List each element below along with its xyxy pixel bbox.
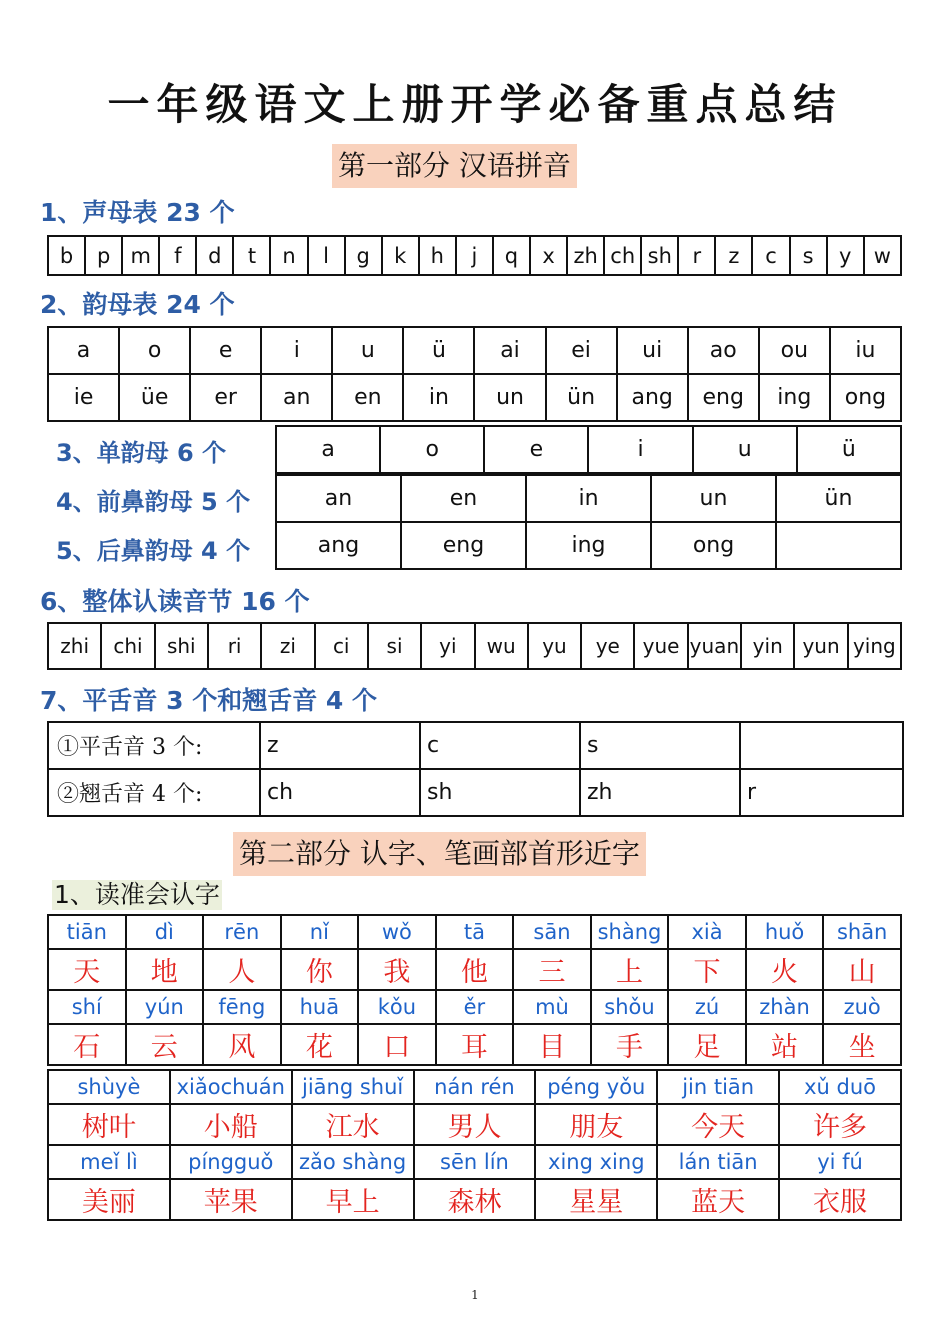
final-cell: ai (474, 327, 545, 374)
pinyin-cell: jin tiān (657, 1070, 779, 1104)
hanzi-cell: 云 (126, 1024, 204, 1065)
hanzi-cell: 江水 (292, 1104, 414, 1145)
pinyin-cell: tā (436, 915, 514, 949)
pinyin-cell: xiǎochuán (170, 1070, 292, 1104)
initial-cell: n (270, 236, 307, 275)
initial-cell: z (715, 236, 752, 275)
syllable-cell: yuan (688, 623, 741, 669)
flat-tongue-cell: s (580, 722, 740, 769)
section4-label: 4、前鼻韵母 5 个 (56, 488, 251, 516)
tongue-table (47, 721, 904, 817)
pinyin-cell: shān (823, 915, 901, 949)
hanzi-cell: 站 (746, 1024, 824, 1065)
initial-cell: l (308, 236, 345, 275)
pinyin-cell: fēng (203, 990, 281, 1024)
hanzi-cell: 三 (513, 949, 591, 990)
retroflex-cell: zh (580, 769, 740, 816)
hanzi-cell: 火 (746, 949, 824, 990)
hanzi-cell: 花 (281, 1024, 359, 1065)
section2-label: 2、韵母表 24 个 (40, 290, 235, 319)
single-final-cell: u (693, 426, 797, 473)
final-cell: eng (688, 374, 759, 421)
hanzi-cell: 早上 (292, 1179, 414, 1220)
hanzi-cell: 蓝天 (657, 1179, 779, 1220)
hanzi-cell: 许多 (779, 1104, 901, 1145)
hanzi-cell: 树叶 (48, 1104, 170, 1145)
initial-cell: g (345, 236, 382, 275)
retroflex-label: ②翘舌音 4 个: (48, 769, 260, 816)
hanzi-cell: 苹果 (170, 1179, 292, 1220)
final-cell: en (332, 374, 403, 421)
flat-tongue-cell: z (260, 722, 420, 769)
front-nasal-cell: ün (776, 475, 901, 522)
pinyin-cell: xing xing (535, 1145, 657, 1179)
hanzi-cell: 山 (823, 949, 901, 990)
initial-cell: b (48, 236, 85, 275)
nasal-finals-table (275, 474, 902, 570)
initial-cell: ch (604, 236, 641, 275)
part1-heading: 第一部分 汉语拼音 (332, 144, 577, 188)
pinyin-cell: xǔ duō (779, 1070, 901, 1104)
syllable-cell: yi (421, 623, 474, 669)
hanzi-cell: 森林 (414, 1179, 536, 1220)
hanzi-cell: 男人 (414, 1104, 536, 1145)
page-number: 1 (471, 1288, 479, 1302)
initial-cell: x (530, 236, 567, 275)
part2-heading: 第二部分 认字、笔画部首形近字 (233, 832, 646, 876)
single-final-cell: ü (797, 426, 901, 473)
syllable-cell: wu (475, 623, 528, 669)
initial-cell: s (790, 236, 827, 275)
front-nasal-cell: en (401, 475, 526, 522)
syllable-cell: ri (208, 623, 261, 669)
flat-tongue-cell (740, 722, 903, 769)
initials-table (47, 235, 902, 276)
final-cell: u (332, 327, 403, 374)
pinyin-cell: huā (281, 990, 359, 1024)
syllable-cell: yue (634, 623, 687, 669)
final-cell: ü (403, 327, 474, 374)
pinyin-cell: xià (668, 915, 746, 949)
final-cell: a (48, 327, 119, 374)
hanzi-cell: 你 (281, 949, 359, 990)
final-cell: iu (830, 327, 901, 374)
hanzi-cell: 手 (591, 1024, 669, 1065)
initial-cell: k (382, 236, 419, 275)
hanzi-cell: 美丽 (48, 1179, 170, 1220)
pinyin-cell: zuò (823, 990, 901, 1024)
pinyin-cell: rēn (203, 915, 281, 949)
pinyin-cell: tiān (48, 915, 126, 949)
syllable-cell: ci (315, 623, 368, 669)
final-cell: ao (688, 327, 759, 374)
pinyin-cell: yi fú (779, 1145, 901, 1179)
pinyin-cell: píngguǒ (170, 1145, 292, 1179)
characters-table-2 (47, 1069, 902, 1221)
back-nasal-cell: ang (276, 522, 401, 569)
final-cell: in (403, 374, 474, 421)
final-cell: un (474, 374, 545, 421)
syllable-cell: yu (528, 623, 581, 669)
retroflex-cell: ch (260, 769, 420, 816)
pinyin-cell: nán rén (414, 1070, 536, 1104)
pinyin-cell: huǒ (746, 915, 824, 949)
retroflex-cell: r (740, 769, 903, 816)
initial-cell: w (864, 236, 901, 275)
single-finals-table (275, 425, 902, 474)
final-cell: i (261, 327, 332, 374)
hanzi-cell: 人 (203, 949, 281, 990)
characters-table-1 (47, 914, 902, 1066)
back-nasal-cell: eng (401, 522, 526, 569)
pinyin-cell: sān (513, 915, 591, 949)
front-nasal-cell: in (526, 475, 651, 522)
hanzi-cell: 地 (126, 949, 204, 990)
hanzi-cell: 目 (513, 1024, 591, 1065)
initial-cell: c (752, 236, 789, 275)
pinyin-cell: dì (126, 915, 204, 949)
back-nasal-cell (776, 522, 901, 569)
pinyin-cell: lán tiān (657, 1145, 779, 1179)
syllable-cell: yun (794, 623, 847, 669)
pinyin-cell: wǒ (358, 915, 436, 949)
pinyin-cell: meǐ lì (48, 1145, 170, 1179)
hanzi-cell: 风 (203, 1024, 281, 1065)
single-final-cell: i (588, 426, 692, 473)
initial-cell: p (85, 236, 122, 275)
pinyin-cell: shàng (591, 915, 669, 949)
syllable-cell: chi (101, 623, 154, 669)
flat-tongue-cell: c (420, 722, 580, 769)
final-cell: e (190, 327, 261, 374)
front-nasal-cell: un (651, 475, 776, 522)
initial-cell: sh (641, 236, 678, 275)
hanzi-cell: 星星 (535, 1179, 657, 1220)
pinyin-cell: nǐ (281, 915, 359, 949)
back-nasal-cell: ong (651, 522, 776, 569)
single-final-cell: o (380, 426, 484, 473)
section1-label: 1、声母表 23 个 (40, 198, 235, 227)
syllable-cell: yin (741, 623, 794, 669)
syllable-cell: zhi (48, 623, 101, 669)
final-cell: ui (617, 327, 688, 374)
single-final-cell: a (276, 426, 380, 473)
final-cell: ing (759, 374, 830, 421)
front-nasal-cell: an (276, 475, 401, 522)
final-cell: ei (546, 327, 617, 374)
final-cell: üe (119, 374, 190, 421)
hanzi-cell: 口 (358, 1024, 436, 1065)
pinyin-cell: zhàn (746, 990, 824, 1024)
initial-cell: t (233, 236, 270, 275)
initial-cell: r (678, 236, 715, 275)
pinyin-cell: shí (48, 990, 126, 1024)
back-nasal-cell: ing (526, 522, 651, 569)
pinyin-cell: sēn lín (414, 1145, 536, 1179)
pinyin-cell: jiāng shuǐ (292, 1070, 414, 1104)
section3-label: 3、单韵母 6 个 (56, 439, 227, 467)
syllable-cell: shi (155, 623, 208, 669)
section6-label: 6、整体认读音节 16 个 (40, 587, 310, 616)
hanzi-cell: 他 (436, 949, 514, 990)
hanzi-cell: 天 (48, 949, 126, 990)
syllable-cell: si (368, 623, 421, 669)
hanzi-cell: 足 (668, 1024, 746, 1065)
pinyin-cell: shùyè (48, 1070, 170, 1104)
hanzi-cell: 今天 (657, 1104, 779, 1145)
initial-cell: zh (567, 236, 604, 275)
pinyin-cell: shǒu (591, 990, 669, 1024)
hanzi-cell: 坐 (823, 1024, 901, 1065)
hanzi-cell: 上 (591, 949, 669, 990)
single-final-cell: e (484, 426, 588, 473)
initial-cell: y (827, 236, 864, 275)
pinyin-cell: zǎo shàng (292, 1145, 414, 1179)
initial-cell: h (419, 236, 456, 275)
hanzi-cell: 下 (668, 949, 746, 990)
final-cell: ang (617, 374, 688, 421)
pinyin-cell: ěr (436, 990, 514, 1024)
final-cell: er (190, 374, 261, 421)
finals-table (47, 326, 902, 422)
pinyin-cell: péng yǒu (535, 1070, 657, 1104)
section5-label: 5、后鼻韵母 4 个 (56, 537, 251, 565)
syllable-cell: ying (848, 623, 901, 669)
initial-cell: d (196, 236, 233, 275)
syllable-cell: zi (261, 623, 314, 669)
hanzi-cell: 石 (48, 1024, 126, 1065)
initial-cell: m (122, 236, 159, 275)
pinyin-cell: zú (668, 990, 746, 1024)
final-cell: ong (830, 374, 901, 421)
initial-cell: j (456, 236, 493, 275)
pinyin-cell: kǒu (358, 990, 436, 1024)
initial-cell: q (493, 236, 530, 275)
pinyin-cell: mù (513, 990, 591, 1024)
final-cell: o (119, 327, 190, 374)
syllables-table (47, 622, 902, 670)
final-cell: ün (546, 374, 617, 421)
hanzi-cell: 朋友 (535, 1104, 657, 1145)
hanzi-cell: 小船 (170, 1104, 292, 1145)
page-title: 一年级语文上册开学必备重点总结 (107, 80, 843, 129)
initial-cell: f (159, 236, 196, 275)
hanzi-cell: 我 (358, 949, 436, 990)
final-cell: an (261, 374, 332, 421)
hanzi-cell: 衣服 (779, 1179, 901, 1220)
final-cell: ie (48, 374, 119, 421)
final-cell: ou (759, 327, 830, 374)
flat-tongue-label: ①平舌音 3 个: (48, 722, 260, 769)
retroflex-cell: sh (420, 769, 580, 816)
hanzi-cell: 耳 (436, 1024, 514, 1065)
pinyin-cell: yún (126, 990, 204, 1024)
part2-section1-label: 1、读准会认字 (54, 880, 220, 909)
syllable-cell: ye (581, 623, 634, 669)
section7-label: 7、平舌音 3 个和翘舌音 4 个 (40, 686, 378, 715)
